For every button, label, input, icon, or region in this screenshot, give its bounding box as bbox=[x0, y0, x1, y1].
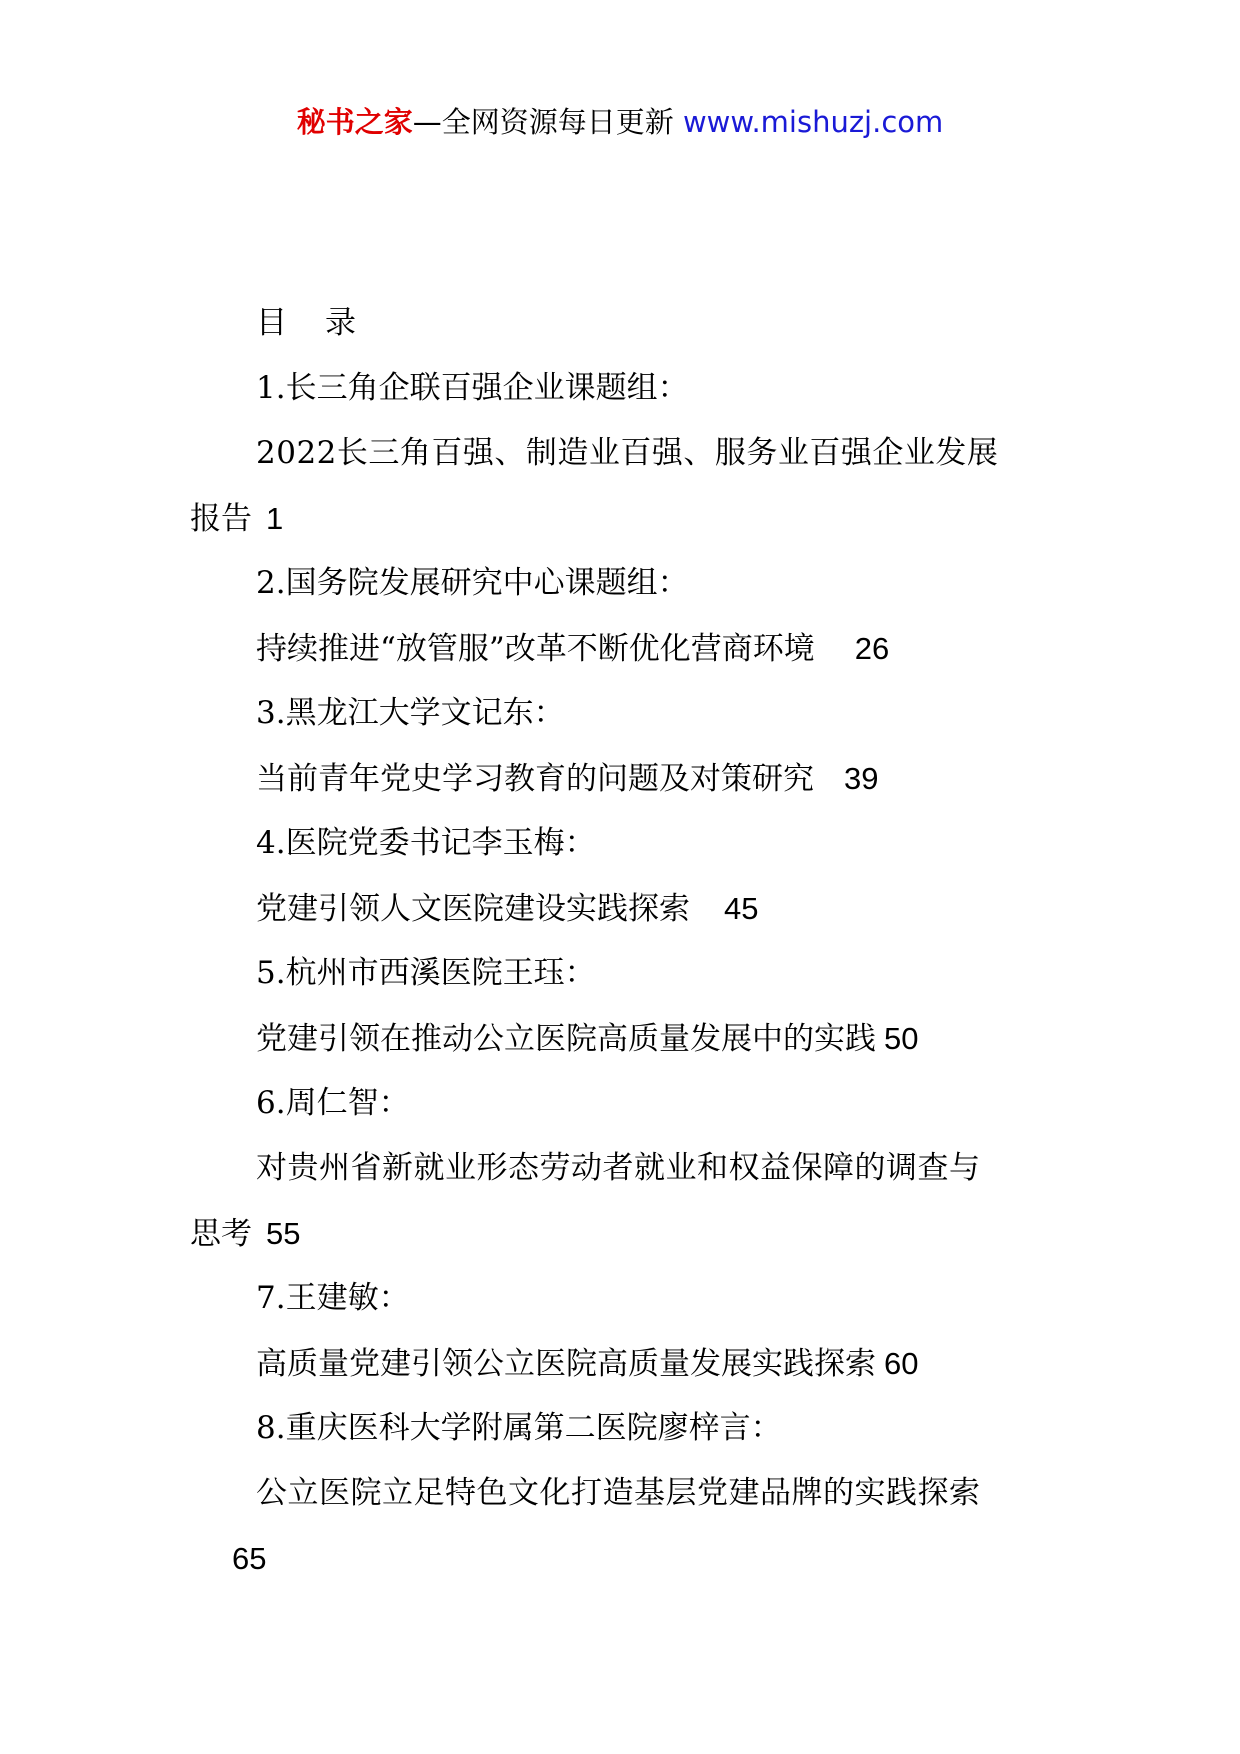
toc-entry-author: 2.国务院发展研究中心课题组： bbox=[256, 565, 689, 601]
toc-entry-title[interactable]: 高质量党建引领公立医院高质量发展实践探索 60 bbox=[256, 1346, 919, 1382]
toc-entry-author: 6.周仁智： bbox=[256, 1085, 410, 1121]
toc-entry-author: 5.杭州市西溪医院王珏： bbox=[256, 955, 596, 991]
table-of-contents bbox=[190, 291, 1060, 1591]
site-header bbox=[0, 100, 1240, 144]
brand-name: 秘书之家 bbox=[296, 105, 413, 139]
toc-entry-title[interactable]: 党建引领人文医院建设实践探索 45 bbox=[256, 891, 759, 927]
toc-page-number: 65 bbox=[232, 1541, 267, 1576]
toc-entry-author: 7.王建敏： bbox=[256, 1280, 410, 1316]
toc-entry-title[interactable]: 对贵州省新就业形态劳动者就业和权益保障的调查与 bbox=[256, 1150, 981, 1186]
toc-entry-title[interactable]: 持续推进“放管服”改革不断优化营商环境 26 bbox=[256, 631, 890, 667]
toc-entry-title-cont[interactable]: 思考 55 bbox=[190, 1216, 301, 1252]
toc-entry-title[interactable]: 党建引领在推动公立医院高质量发展中的实践 50 bbox=[256, 1021, 919, 1057]
toc-page-number: 45 bbox=[724, 891, 759, 926]
toc-entry-author: 3.黑龙江大学文记东： bbox=[256, 695, 565, 731]
toc-page-number: 26 bbox=[854, 631, 890, 666]
toc-entry-title[interactable]: 公立医院立足特色文化打造基层党建品牌的实践探索 bbox=[256, 1475, 981, 1511]
toc-page-number: 50 bbox=[884, 1021, 919, 1056]
toc-entry-title[interactable]: 当前青年党史学习教育的问题及对策研究 39 bbox=[256, 761, 879, 797]
toc-entry-author: 1.长三角企联百强企业课题组： bbox=[256, 370, 689, 406]
toc-entry-title-cont[interactable]: 报告 1 bbox=[190, 501, 284, 537]
toc-entry-author: 8.重庆医科大学附属第二医院廖梓言： bbox=[256, 1410, 782, 1446]
toc-entry-author: 4.医院党委书记李玉梅： bbox=[256, 825, 596, 861]
toc-entry-title-cont[interactable] bbox=[190, 1526, 1060, 1591]
toc-page-number: 55 bbox=[266, 1216, 301, 1251]
header-tagline: —全网资源每日更新 bbox=[412, 105, 674, 139]
toc-page-number: 1 bbox=[266, 501, 284, 536]
toc-heading: 目 录 bbox=[256, 305, 356, 341]
toc-page-number: 60 bbox=[884, 1346, 919, 1381]
site-url-link[interactable]: www.mishuzj.com bbox=[682, 105, 944, 139]
toc-entry-title[interactable]: 2022长三角百强、制造业百强、服务业百强企业发展 bbox=[256, 435, 999, 471]
toc-page-number: 39 bbox=[844, 761, 879, 796]
